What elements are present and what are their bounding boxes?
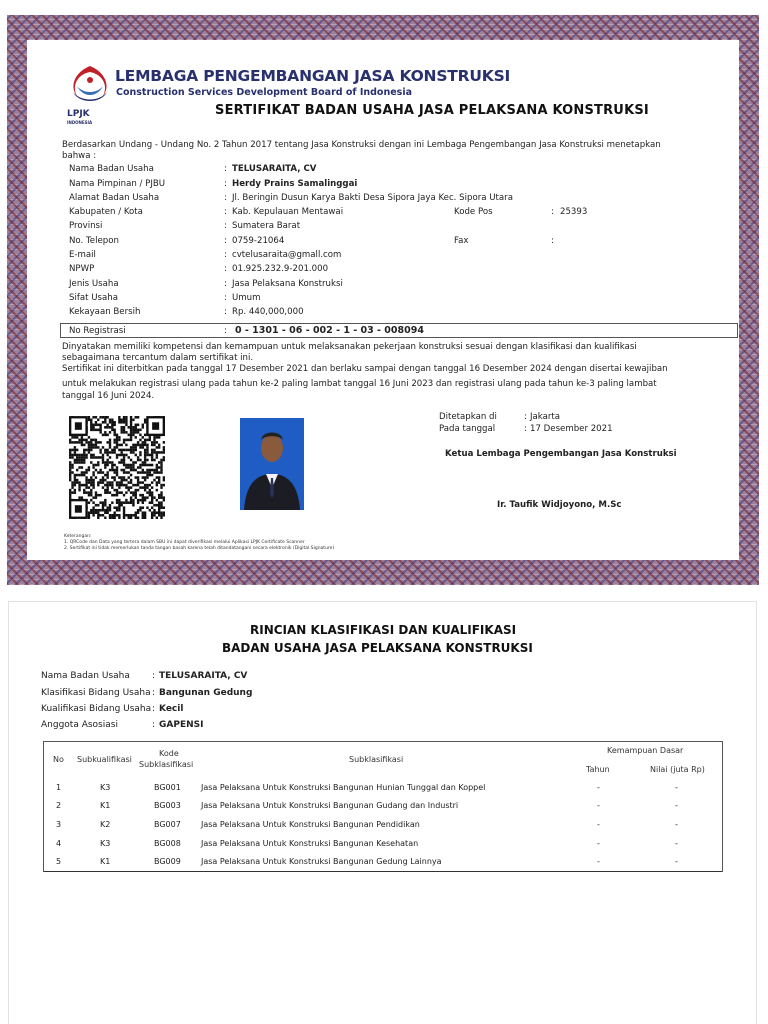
detail-field-value: TELUSARAITA, CV xyxy=(159,671,248,681)
field-label: Nama Badan Usaha xyxy=(69,164,154,174)
note-line: 1. QRCode dan Data yang tertera dalam SBU ini dapat diverifikasi melalui Aplikasi LPJK Certificate Scanner xyxy=(64,540,305,545)
cell-subklasifikasi: Jasa Pelaksana Untuk Konstruksi Bangunan Gudang dan Industri xyxy=(201,801,459,810)
detail-title-line2: BADAN USAHA JASA PELAKSANA KONSTRUKSI xyxy=(222,641,533,655)
cell-kode: BG008 xyxy=(154,839,181,848)
field-value: TELUSARAITA, CV xyxy=(232,164,317,174)
header-subkualifikasi: Subkualifikasi xyxy=(77,755,132,764)
organization-subtitle: Construction Services Development Board of Indonesia xyxy=(116,87,412,98)
field-label: Alamat Badan Usaha xyxy=(69,193,160,203)
field-value: Jl. Beringin Dusun Karya Bakti Desa Sipora Jaya Kec. Sipora Utara xyxy=(232,193,513,203)
registration-number: 0 - 1301 - 06 - 002 - 1 - 03 - 008094 xyxy=(235,325,424,336)
field-label: Sifat Usaha xyxy=(69,293,118,303)
cell-tahun: - xyxy=(597,839,600,848)
field-value: 01.925.232.9-201.000 xyxy=(232,264,329,274)
cell-kode: BG007 xyxy=(154,820,181,829)
detail-field-value: GAPENSI xyxy=(159,720,204,730)
field-colon: : xyxy=(152,720,156,730)
field-label: NPWP xyxy=(69,264,95,274)
cell-tahun: - xyxy=(597,857,600,866)
cell-tahun: - xyxy=(597,783,600,792)
tanggal-value: 17 Desember 2021 xyxy=(530,424,613,434)
ditetapkan-value: Jakarta xyxy=(530,412,561,422)
field-label: Kabupaten / Kota xyxy=(69,207,143,217)
statement-line: Dinyatakan memiliki kompetensi dan kemampuan untuk melaksanakan pekerjaan konstruksi sesuai dengan klasifikasi dan kualifikasi xyxy=(62,342,637,352)
cell-nilai: - xyxy=(675,857,678,866)
fax-label: Fax xyxy=(454,236,469,246)
organization-name: LEMBAGA PENGEMBANGAN JASA KONSTRUKSI xyxy=(115,67,511,85)
field-colon: : xyxy=(224,236,227,246)
classification-page xyxy=(8,601,757,1024)
director-photo xyxy=(240,418,304,510)
header-subklasifikasi: Subklasifikasi xyxy=(349,755,404,764)
notes-title: Keterangan: xyxy=(64,534,92,539)
statement-line: untuk melakukan registrasi ulang pada tahun ke-2 paling lambat tanggal 16 Juni 2023 dan registrasi ulang pada tahun ke-3 paling lambat xyxy=(62,379,657,389)
field-colon: : xyxy=(224,307,227,317)
field-colon: : xyxy=(152,688,156,698)
cell-kode: BG001 xyxy=(154,783,181,792)
field-colon: : xyxy=(224,326,227,336)
header-kemampuan-dasar: Kemampuan Dasar xyxy=(607,746,684,755)
cell-subkualifikasi: K1 xyxy=(100,857,111,866)
statement-line: tanggal 16 Juni 2024. xyxy=(62,391,155,401)
field-colon: : xyxy=(224,179,227,189)
statement-line: Sertifikat ini diterbitkan pada tanggal 17 Desember 2021 dan berlaku sampai dengan tanggal 16 Desember 2024 dengan disertai kewajiban xyxy=(62,364,668,374)
cell-subkualifikasi: K2 xyxy=(100,820,111,829)
cell-subklasifikasi: Jasa Pelaksana Untuk Konstruksi Bangunan Pendidikan xyxy=(201,820,420,829)
cell-nilai: - xyxy=(675,801,678,810)
header-no: No xyxy=(53,755,64,764)
field-label: No. Telepon xyxy=(69,236,119,246)
field-value: cvtelusaraita@gmall.com xyxy=(232,250,342,260)
field-colon: : xyxy=(224,221,227,231)
field-colon: : xyxy=(224,264,227,274)
field-colon: : xyxy=(224,279,227,289)
statement-line: sebagaimana tercantum dalam sertifikat ini. xyxy=(62,353,254,363)
cell-tahun: - xyxy=(597,820,600,829)
field-value: Rp. 440,000,000 xyxy=(232,307,304,317)
signer-name: Ir. Taufik Widjoyono, M.Sc xyxy=(497,500,622,510)
signer-title: Ketua Lembaga Pengembangan Jasa Konstruksi xyxy=(445,449,677,459)
portrait-icon xyxy=(240,418,304,510)
field-colon: : xyxy=(551,236,554,246)
cell-subkualifikasi: K3 xyxy=(100,783,111,792)
detail-field-label: Anggota Asosiasi xyxy=(41,720,118,730)
field-colon: : xyxy=(152,704,156,714)
field-value: Sumatera Barat xyxy=(232,221,301,231)
cell-kode: BG003 xyxy=(154,801,181,810)
header-kode-line2: Subklasifikasi xyxy=(139,760,194,769)
detail-title-line1: RINCIAN KLASIFIKASI DAN KUALIFIKASI xyxy=(250,623,517,637)
logo-text: LPJK xyxy=(67,109,90,119)
field-label: Provinsi xyxy=(69,221,103,231)
cell-no: 4 xyxy=(56,839,62,848)
certificate-border xyxy=(7,15,759,585)
cell-tahun: - xyxy=(597,801,600,810)
certificate-title: SERTIFIKAT BADAN USAHA JASA PELAKSANA KONSTRUKSI xyxy=(215,103,649,118)
detail-field-label: Kualifikasi Bidang Usaha xyxy=(41,704,152,714)
qr-code-icon xyxy=(69,416,165,519)
field-label: Kekayaan Bersih xyxy=(69,307,141,317)
intro-text-line2: bahwa : xyxy=(62,151,97,161)
field-colon: : xyxy=(224,250,227,260)
logo-subtext: INDONESIA xyxy=(67,120,93,125)
cell-subkualifikasi: K3 xyxy=(100,839,111,848)
registration-label: No Registrasi xyxy=(69,326,126,336)
field-colon: : xyxy=(524,424,527,434)
detail-field-label: Klasifikasi Bidang Usaha xyxy=(41,688,151,698)
detail-field-value: Kecil xyxy=(159,704,184,714)
field-value: Jasa Pelaksana Konstruksi xyxy=(232,279,343,289)
detail-field-label: Nama Badan Usaha xyxy=(41,671,130,681)
kode-pos-label: Kode Pos xyxy=(454,207,493,217)
field-label: Jenis Usaha xyxy=(69,279,119,289)
header-nilai: Nilai (juta Rp) xyxy=(650,765,705,774)
cell-no: 1 xyxy=(56,783,62,792)
field-colon: : xyxy=(224,164,227,174)
field-colon: : xyxy=(551,207,554,217)
cell-no: 5 xyxy=(56,857,62,866)
header-kode: Kode xyxy=(159,749,179,758)
kode-pos-value: 25393 xyxy=(560,207,588,217)
cell-kode: BG009 xyxy=(154,857,181,866)
cell-no: 3 xyxy=(56,820,62,829)
ditetapkan-label: Ditetapkan di xyxy=(439,412,497,422)
tanggal-label: Pada tanggal xyxy=(439,424,496,434)
field-colon: : xyxy=(224,193,227,203)
cell-subklasifikasi: Jasa Pelaksana Untuk Konstruksi Bangunan Gedung Lainnya xyxy=(201,857,442,866)
field-value: Herdy Prains Samalinggai xyxy=(232,179,358,189)
field-label: E-mail xyxy=(69,250,96,260)
note-line: 2. Sertifikat ini tidak memerlukan tanda tangan basah karena telah ditandatangani secara elektronik (Digital Signature) xyxy=(64,546,335,551)
intro-text-line1: Berdasarkan Undang - Undang No. 2 Tahun 2017 tentang Jasa Konstruksi dengan ini Lembaga Pengembangan Jasa Konstruksi menetapkan xyxy=(62,140,661,150)
detail-field-value: Bangunan Gedung xyxy=(159,688,253,698)
field-value: Kab. Kepulauan Mentawai xyxy=(232,207,344,217)
field-colon: : xyxy=(224,207,227,217)
field-colon: : xyxy=(524,412,527,422)
cell-subkualifikasi: K1 xyxy=(100,801,111,810)
field-value: 0759-21064 xyxy=(232,236,285,246)
certificate-sheet xyxy=(27,40,739,560)
cell-no: 2 xyxy=(56,801,62,810)
cell-nilai: - xyxy=(675,839,678,848)
qr-code xyxy=(69,416,165,519)
field-value: Umum xyxy=(232,293,261,303)
field-colon: : xyxy=(152,671,156,681)
field-label: Nama Pimpinan / PJBU xyxy=(69,179,166,189)
cell-nilai: - xyxy=(675,783,678,792)
cell-subklasifikasi: Jasa Pelaksana Untuk Konstruksi Bangunan Kesehatan xyxy=(201,839,419,848)
cell-subklasifikasi: Jasa Pelaksana Untuk Konstruksi Bangunan Hunian Tunggal dan Koppel xyxy=(201,783,486,792)
field-colon: : xyxy=(224,293,227,303)
header-tahun: Tahun xyxy=(586,765,610,774)
cell-nilai: - xyxy=(675,820,678,829)
